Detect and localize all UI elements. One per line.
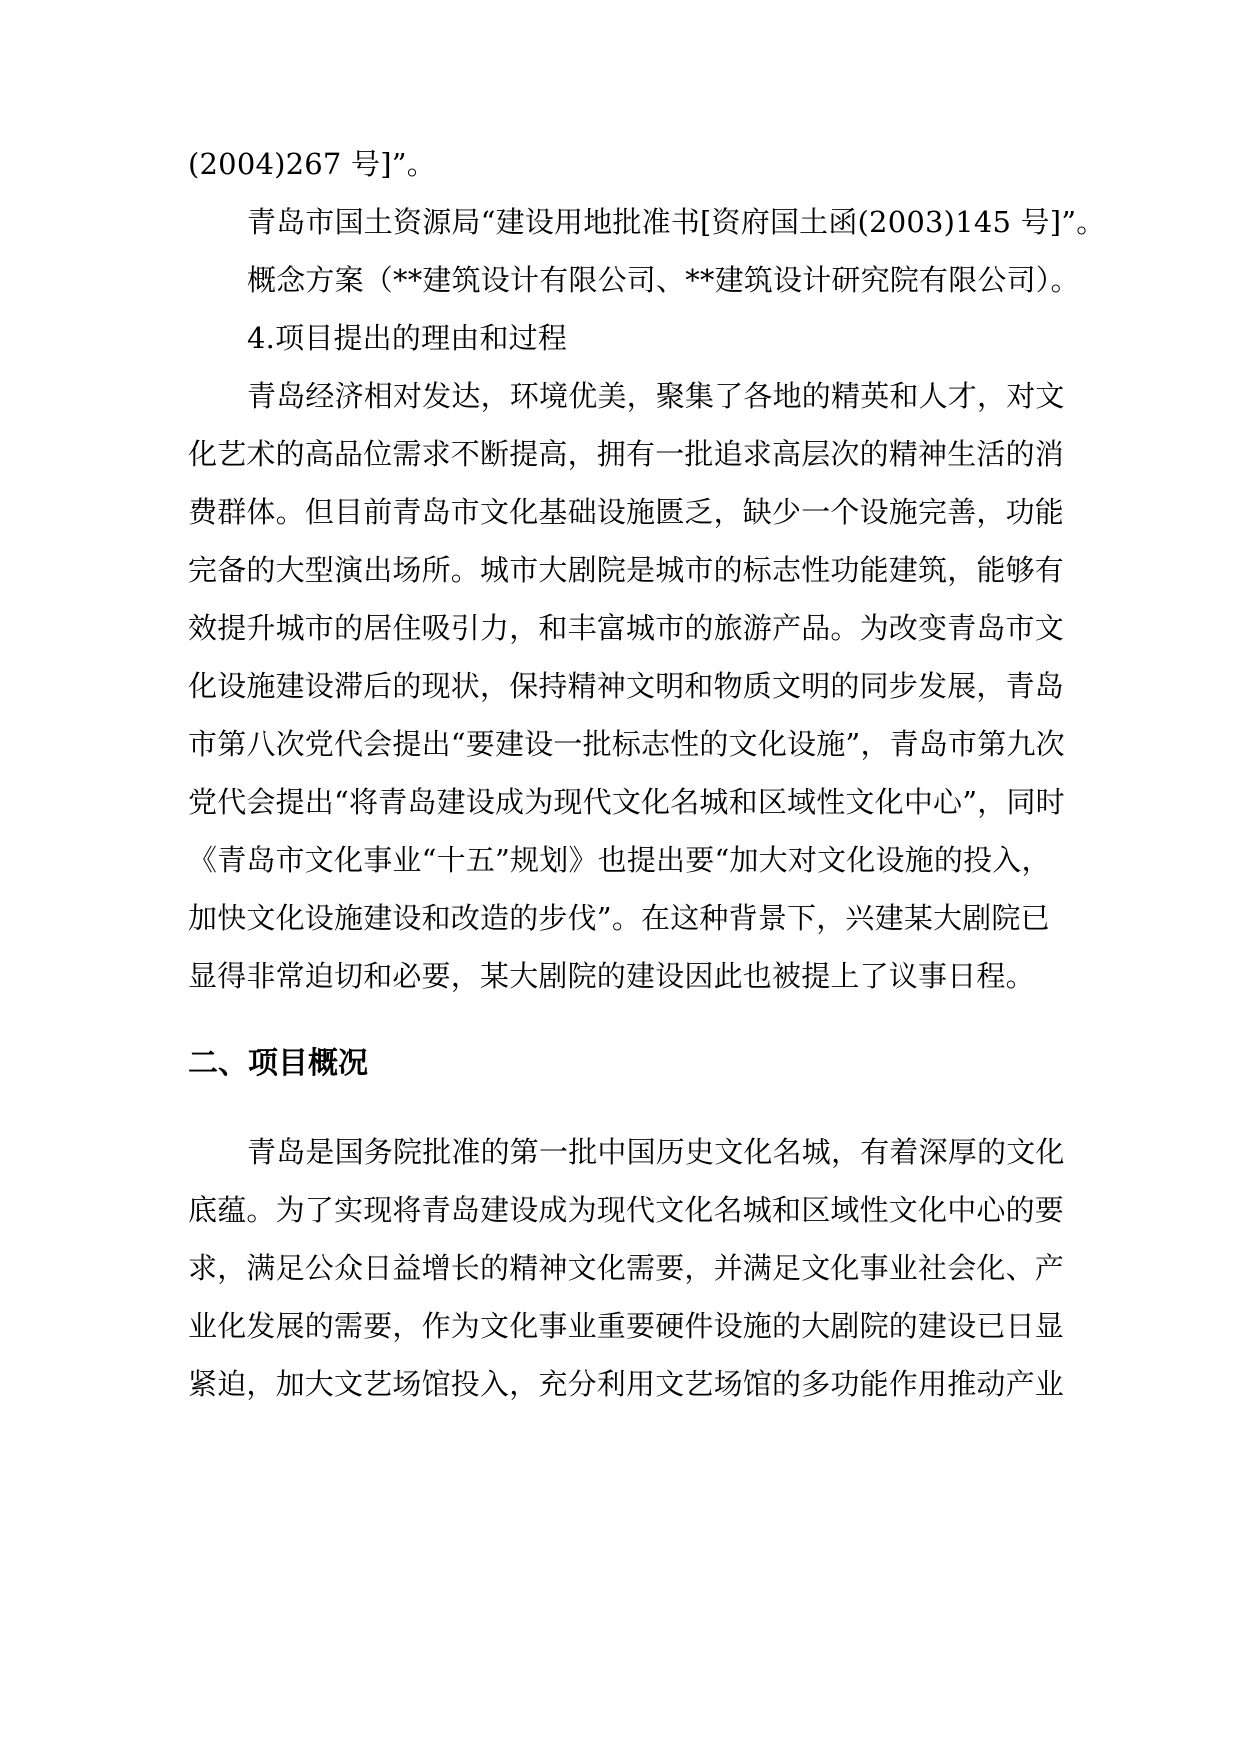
text-line: 费群体。但目前青岛市文化基础设施匮乏，缺少一个设施完善，功能 — [188, 495, 1065, 529]
text-line: 化设施建设滞后的现状，保持精神文明和物质文明的同步发展，青岛 — [188, 669, 1065, 703]
text-line: 效提升城市的居住吸引力，和丰富城市的旅游产品。为改变青岛市文 — [188, 611, 1065, 645]
text-line: 青岛经济相对发达，环境优美，聚集了各地的精英和人才，对文 — [247, 379, 1065, 413]
section-heading: 二、项目概况 — [188, 1046, 368, 1081]
text-line: 显得非常迫切和必要，某大剧院的建设因此也被提上了议事日程。 — [188, 959, 1035, 993]
subsection-title: 4.项目提出的理由和过程 — [247, 321, 568, 355]
text-line: 概念方案（**建筑设计有限公司、**建筑设计研究院有限公司）。 — [247, 263, 1080, 297]
text-line: 加快文化设施建设和改造的步伐”。在这种背景下，兴建某大剧院已 — [188, 901, 1050, 935]
text-line: 《青岛市文化事业“十五”规划》也提出要“加大对文化设施的投入， — [188, 843, 1051, 877]
text-line: 底蕴。为了实现将青岛建设成为现代文化名城和区域性文化中心的要 — [188, 1193, 1065, 1227]
text-line: 完备的大型演出场所。城市大剧院是城市的标志性功能建筑，能够有 — [188, 553, 1065, 587]
text-line: 市第八次党代会提出“要建设一批标志性的文化设施”，青岛市第九次 — [188, 727, 1065, 761]
text-line: 党代会提出“将青岛建设成为现代文化名城和区域性文化中心”，同时 — [188, 785, 1065, 819]
text-line: (2004)267 号]”。 — [188, 147, 436, 181]
text-line: 业化发展的需要，作为文化事业重要硬件设施的大剧院的建设已日显 — [188, 1309, 1065, 1343]
text-line: 求，满足公众日益增长的精神文化需要，并满足文化事业社会化、产 — [188, 1251, 1065, 1285]
text-line: 青岛市国土资源局“建设用地批准书[资府国土函(2003)145 号]”。 — [247, 205, 1106, 239]
text-line: 青岛是国务院批准的第一批中国历史文化名城，有着深厚的文化 — [247, 1135, 1065, 1169]
text-line: 紧迫，加大文艺场馆投入，充分利用文艺场馆的多功能作用推动产业 — [188, 1367, 1065, 1401]
text-line: 化艺术的高品位需求不断提高，拥有一批追求高层次的精神生活的消 — [188, 437, 1065, 471]
